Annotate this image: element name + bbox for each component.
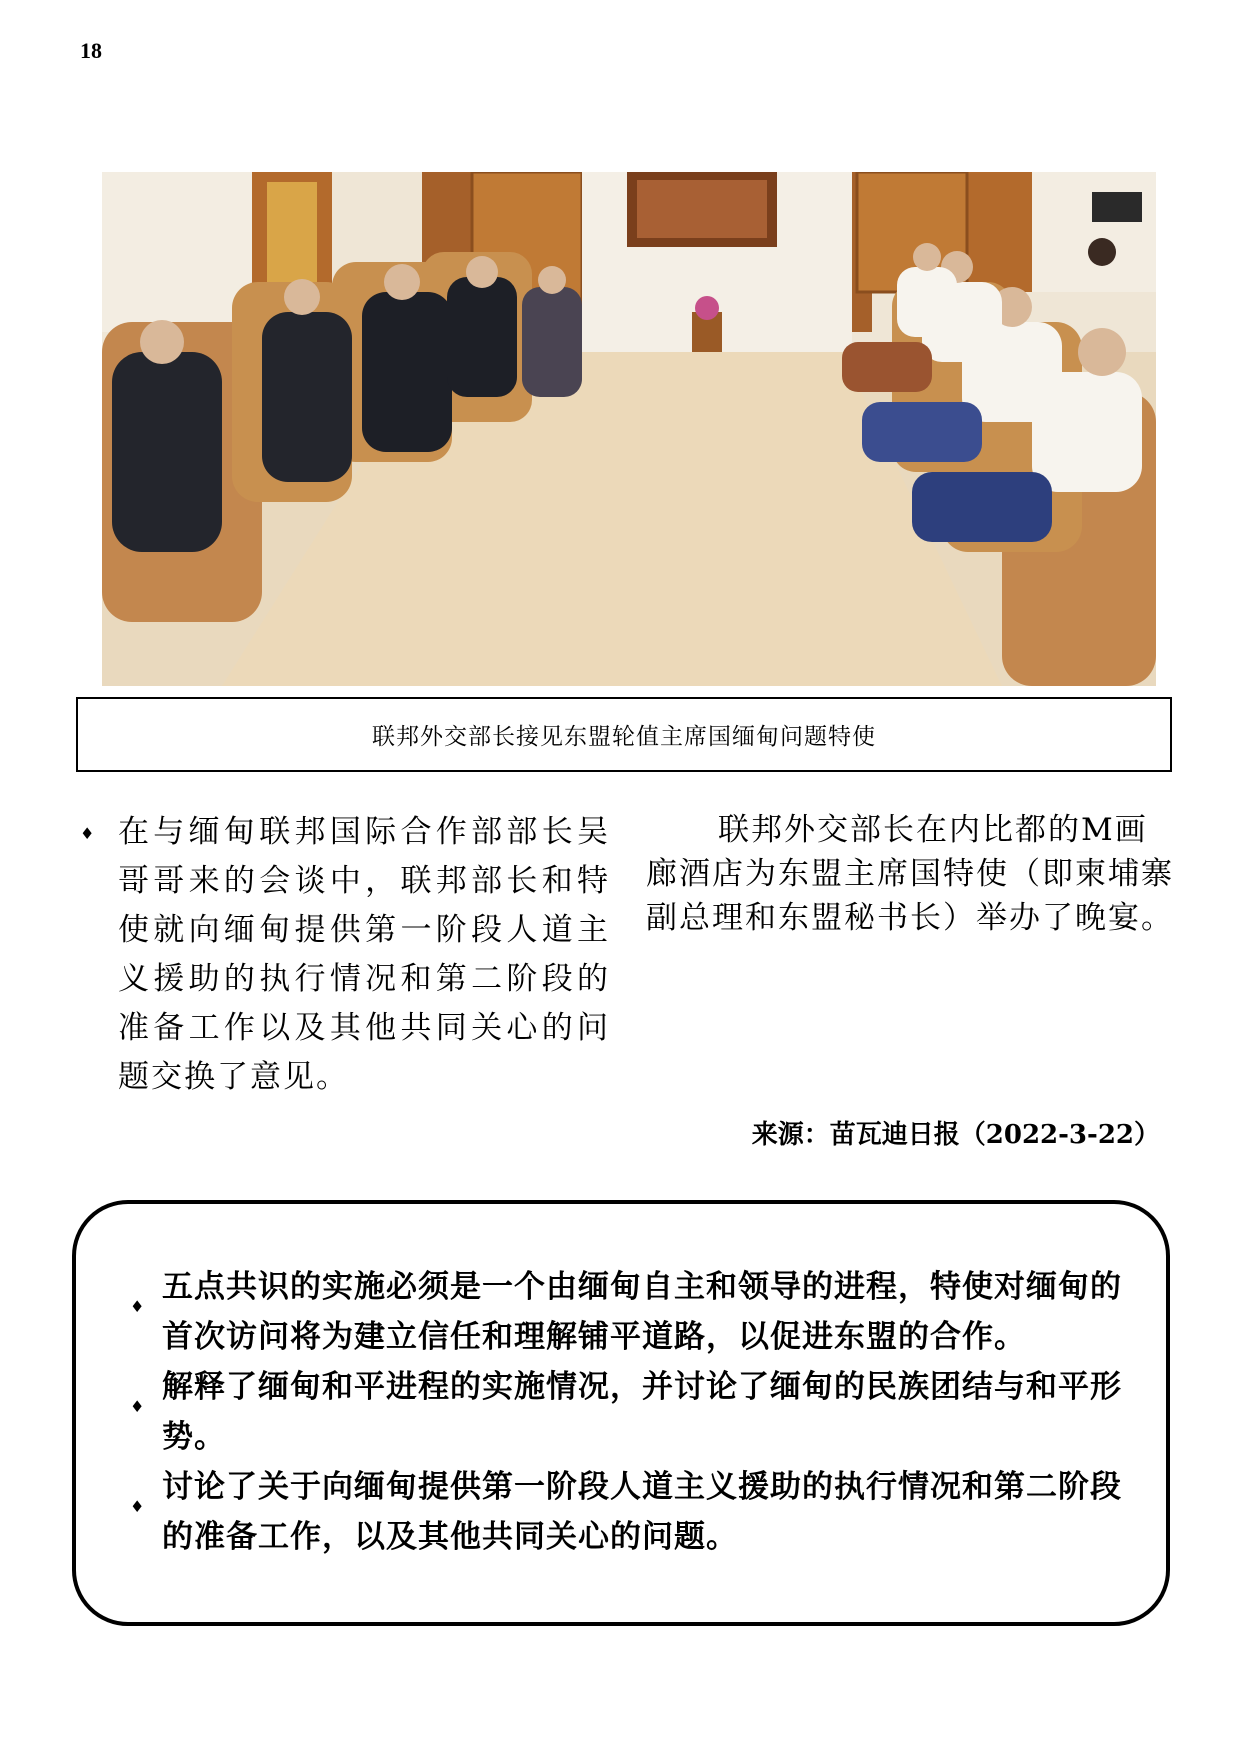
person-left-5 bbox=[522, 287, 582, 397]
summary-item bbox=[102, 1362, 1126, 1462]
person-right-4-head bbox=[913, 243, 941, 271]
pillar-right-2 bbox=[962, 172, 1032, 292]
person-left-1 bbox=[112, 352, 222, 552]
source-line: 来源：苗瓦迪日报（2022-3-22） bbox=[751, 1120, 1160, 1150]
meeting-photo-illustration bbox=[102, 172, 1156, 686]
photo-caption: 联邦外交部长接见东盟轮值主席国缅甸问题特使 bbox=[76, 697, 1172, 772]
summary-item bbox=[102, 1462, 1126, 1562]
summary-item-text: 五点共识的实施必须是一个由缅甸自主和领导的进程，特使对缅甸的首次访问将为建立信任和理解铺平道路，以促进东盟的合作。 bbox=[162, 1269, 1122, 1355]
diamond-bullet-icon: ♦ bbox=[130, 1397, 146, 1416]
diamond-bullet-icon: ♦ bbox=[130, 1497, 146, 1516]
person-left-4 bbox=[447, 277, 517, 397]
page-number: 18 bbox=[80, 38, 102, 63]
diamond-bullet-icon: ♦ bbox=[130, 1297, 146, 1316]
summary-item bbox=[102, 1262, 1126, 1362]
person-left-1-head bbox=[140, 320, 184, 364]
person-left-2-head bbox=[284, 279, 320, 315]
person-right-2-longyi bbox=[862, 402, 982, 462]
right-column-text: 联邦外交部长在内比都的M画廊酒店为东盟主席国特使（即柬埔寨副总理和东盟秘书长）举办了晚宴。 bbox=[646, 812, 1174, 936]
video-camera bbox=[1092, 192, 1142, 222]
person-left-3 bbox=[362, 292, 452, 452]
camera-operator-head bbox=[1088, 238, 1116, 266]
wall-carving-inner bbox=[637, 180, 767, 238]
flower-arrangement bbox=[695, 296, 719, 320]
person-left-3-head bbox=[384, 264, 420, 300]
person-right-1-longyi bbox=[912, 472, 1052, 542]
summary-item-text: 讨论了关于向缅甸提供第一阶段人道主义援助的执行情况和第二阶段的准备工作，以及其他共同关心的问题。 bbox=[162, 1469, 1122, 1555]
meeting-photo bbox=[102, 172, 1156, 686]
left-curtain bbox=[102, 172, 252, 332]
summary-item-text: 解释了缅甸和平进程的实施情况，并讨论了缅甸的民族团结与和平形势。 bbox=[162, 1369, 1122, 1455]
person-right-3-longyi bbox=[842, 342, 932, 392]
summary-box bbox=[72, 1200, 1170, 1626]
diamond-bullet-icon: ♦ bbox=[80, 824, 95, 843]
person-left-5-head bbox=[538, 266, 566, 294]
person-right-4-shirt bbox=[897, 267, 957, 337]
person-left-2 bbox=[262, 312, 352, 482]
person-left-4-head bbox=[466, 256, 498, 288]
person-right-1-head bbox=[1078, 328, 1126, 376]
left-column-text: 在与缅甸联邦国际合作部部长吴哥哥来的会谈中，联邦部长和特使就向缅甸提供第一阶段人道主义援助的执行情况和第二阶段的准备工作以及其他共同关心的问题交换了意见。 bbox=[118, 814, 610, 1095]
left-column bbox=[80, 808, 610, 1102]
